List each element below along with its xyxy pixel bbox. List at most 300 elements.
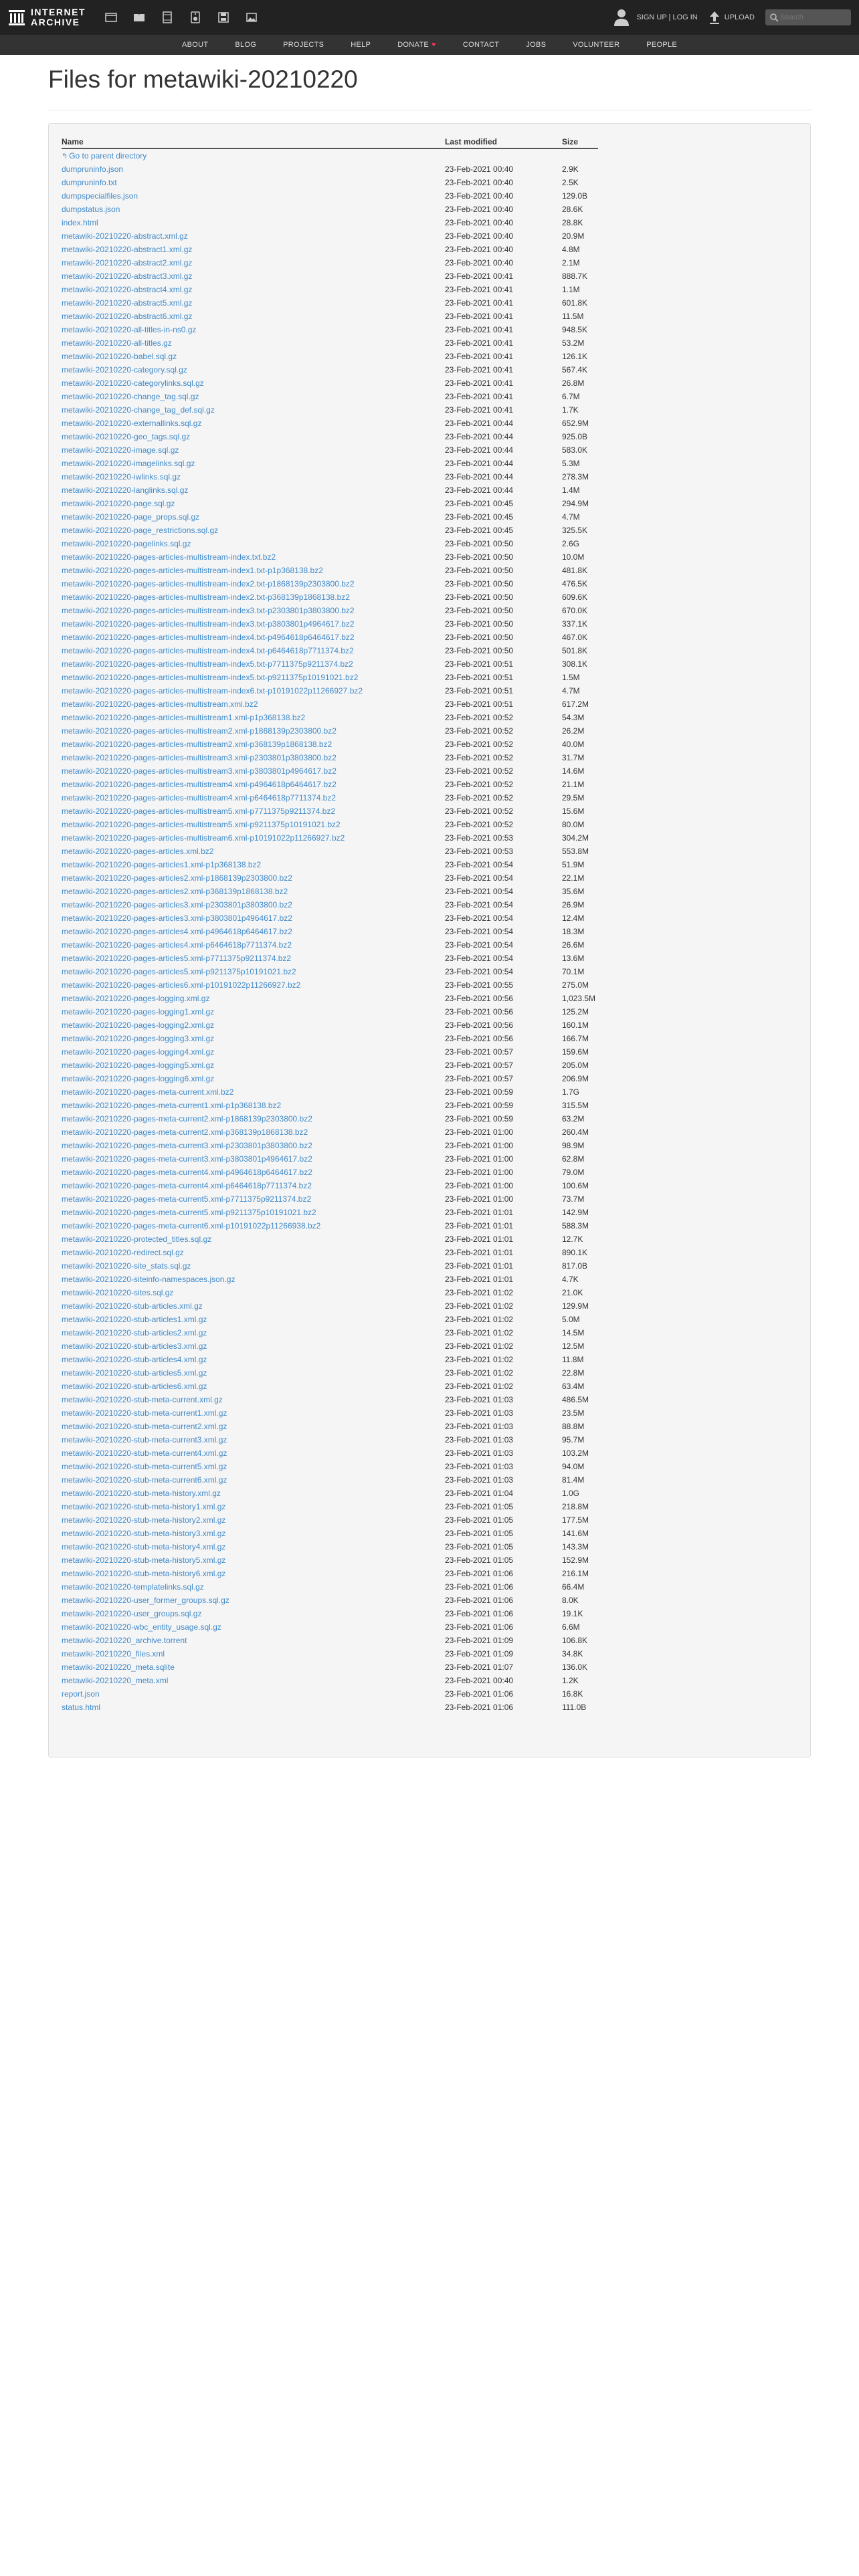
- file-name-cell: [62, 216, 445, 229]
- file-link[interactable]: metawiki-20210220-pages-articles-multistream3.xml-p2303801p3803800.bz2: [62, 753, 337, 762]
- file-link[interactable]: metawiki-20210220-pages-meta-current4.xml-p4964618p6464617.bz2: [62, 1168, 312, 1177]
- file-last-modified: 23-Feb-2021 00:40: [445, 1676, 514, 1685]
- file-last-modified: 23-Feb-2021 00:41: [445, 379, 514, 388]
- file-link[interactable]: metawiki-20210220-babel.sql.gz: [62, 352, 177, 361]
- file-link[interactable]: metawiki-20210220-pages-articles-multistream-index4.txt-p4964618p6464617.bz2: [62, 633, 355, 642]
- file-name-cell: [62, 1246, 445, 1259]
- file-link[interactable]: metawiki-20210220-pagelinks.sql.gz: [62, 539, 191, 548]
- auth-separator: |: [666, 13, 673, 21]
- table-row: [62, 1687, 598, 1701]
- file-link[interactable]: metawiki-20210220-abstract1.xml.gz: [62, 245, 193, 254]
- file-link[interactable]: metawiki-20210220-pages-logging4.xml.gz: [62, 1047, 215, 1057]
- table-row: [62, 604, 598, 617]
- file-link[interactable]: metawiki-20210220-pages-articles2.xml-p1868139p2303800.bz2: [62, 873, 292, 883]
- file-link[interactable]: metawiki-20210220-externallinks.sql.gz: [62, 419, 202, 428]
- file-name-cell: [62, 336, 445, 350]
- file-link[interactable]: metawiki-20210220-pages-articles.xml.bz2: [62, 847, 214, 856]
- file-last-modified: 23-Feb-2021 01:00: [445, 1128, 514, 1137]
- file-link[interactable]: metawiki-20210220-pages-articles-multistream-index3.txt-p2303801p3803800.bz2: [62, 606, 355, 615]
- table-row: [62, 1660, 598, 1674]
- nav-about[interactable]: ABOUT: [181, 41, 209, 49]
- table-row: [62, 885, 598, 898]
- file-link[interactable]: metawiki-20210220-change_tag_def.sql.gz: [62, 405, 215, 415]
- column-header-name[interactable]: Name: [62, 136, 445, 148]
- file-name-cell: [62, 818, 445, 831]
- file-name-cell: [62, 310, 445, 323]
- logo-line-2: ARCHIVE: [31, 17, 80, 27]
- images-icon[interactable]: [245, 11, 258, 24]
- file-name-cell: [62, 1152, 445, 1166]
- table-row: [62, 1099, 598, 1112]
- file-link[interactable]: metawiki-20210220-pages-meta-current4.xml-p6464618p7711374.bz2: [62, 1181, 312, 1190]
- file-last-modified: 23-Feb-2021 01:05: [445, 1502, 514, 1511]
- file-size: 337.1K: [562, 619, 588, 629]
- file-link[interactable]: metawiki-20210220-pages-logging5.xml.gz: [62, 1061, 215, 1070]
- file-size: 6.7M: [562, 392, 580, 401]
- file-link[interactable]: metawiki-20210220-stub-meta-history6.xml.gz: [62, 1569, 226, 1578]
- file-link[interactable]: metawiki-20210220-sites.sql.gz: [62, 1288, 174, 1297]
- file-last-modified: 23-Feb-2021 00:40: [445, 205, 514, 214]
- file-last-modified: 23-Feb-2021 00:41: [445, 272, 514, 281]
- file-name-cell: [62, 831, 445, 845]
- table-row: [62, 457, 598, 470]
- file-last-modified: 23-Feb-2021 00:44: [445, 419, 514, 428]
- file-size: 19.1K: [562, 1609, 583, 1618]
- file-link[interactable]: metawiki-20210220-redirect.sql.gz: [62, 1248, 184, 1257]
- file-link[interactable]: metawiki-20210220-pages-articles-multistream-index.txt.bz2: [62, 552, 276, 562]
- file-link[interactable]: status.html: [62, 1703, 101, 1712]
- file-size: 141.6M: [562, 1529, 589, 1538]
- upload-button[interactable]: [708, 10, 755, 25]
- nav-donate[interactable]: [397, 41, 436, 49]
- file-link[interactable]: metawiki-20210220-pages-articles4.xml-p6464618p7711374.bz2: [62, 940, 292, 950]
- table-row: [62, 1286, 598, 1299]
- file-name-cell: [62, 617, 445, 631]
- file-last-modified: 23-Feb-2021 00:54: [445, 927, 514, 936]
- site-logo[interactable]: [8, 7, 86, 27]
- file-link[interactable]: metawiki-20210220-all-titles.gz: [62, 338, 172, 348]
- file-link[interactable]: metawiki-20210220-site_stats.sql.gz: [62, 1261, 191, 1271]
- file-link[interactable]: metawiki-20210220-stub-articles3.xml.gz: [62, 1341, 207, 1351]
- file-last-modified: 23-Feb-2021 01:00: [445, 1141, 514, 1150]
- nav-projects[interactable]: PROJECTS: [283, 41, 324, 49]
- file-listing-panel: [48, 123, 811, 1757]
- file-last-modified: 23-Feb-2021 00:54: [445, 900, 514, 909]
- file-link[interactable]: metawiki-20210220-change_tag.sql.gz: [62, 392, 199, 401]
- file-link[interactable]: metawiki-20210220-categorylinks.sql.gz: [62, 379, 204, 388]
- file-link[interactable]: metawiki-20210220-pages-articles-multistream3.xml-p3803801p4964617.bz2: [62, 766, 337, 776]
- table-row: [62, 1380, 598, 1393]
- file-link[interactable]: metawiki-20210220-stub-articles5.xml.gz: [62, 1368, 207, 1378]
- table-row: [62, 1580, 598, 1594]
- file-last-modified: 23-Feb-2021 00:50: [445, 619, 514, 629]
- table-row: [62, 697, 598, 711]
- file-link[interactable]: metawiki-20210220-pages-articles-multistream-index2.txt-p368139p1868138.bz2: [62, 593, 350, 602]
- file-last-modified: 23-Feb-2021 00:45: [445, 512, 514, 522]
- file-size: 12.5M: [562, 1341, 585, 1351]
- file-name-cell: [62, 1687, 445, 1701]
- file-name-cell: [62, 1179, 445, 1192]
- file-last-modified: 23-Feb-2021 00:50: [445, 566, 514, 575]
- file-size: 28.8K: [562, 218, 583, 227]
- file-link[interactable]: metawiki-20210220-page_restrictions.sql.gz: [62, 526, 219, 535]
- file-size: 129.9M: [562, 1301, 589, 1311]
- table-row: [62, 1072, 598, 1085]
- file-link[interactable]: dumpruninfo.txt: [62, 178, 117, 187]
- software-icon[interactable]: [217, 11, 230, 24]
- file-last-modified: 23-Feb-2021 00:52: [445, 793, 514, 802]
- nav-volunteer[interactable]: VOLUNTEER: [573, 41, 620, 49]
- file-last-modified: 23-Feb-2021 00:41: [445, 405, 514, 415]
- file-size: 218.8M: [562, 1502, 589, 1511]
- file-last-modified: 23-Feb-2021 01:01: [445, 1221, 514, 1230]
- file-last-modified: 23-Feb-2021 01:00: [445, 1154, 514, 1164]
- file-size: 1.7K: [562, 405, 579, 415]
- file-name-cell: [62, 457, 445, 470]
- file-link[interactable]: metawiki-20210220-langlinks.sql.gz: [62, 486, 189, 495]
- file-link[interactable]: metawiki-20210220-stub-meta-current5.xml.gz: [62, 1462, 227, 1471]
- file-last-modified: 23-Feb-2021 00:51: [445, 700, 514, 709]
- login-link[interactable]: LOG IN: [672, 13, 698, 21]
- file-link[interactable]: metawiki-20210220-stub-meta-current6.xml.gz: [62, 1475, 227, 1485]
- nav-help[interactable]: HELP: [351, 41, 371, 49]
- file-link[interactable]: metawiki-20210220-stub-meta-history2.xml.gz: [62, 1515, 226, 1525]
- file-link[interactable]: metawiki-20210220-pages-articles-multistream-index2.txt-p1868139p2303800.bz2: [62, 579, 355, 588]
- file-link[interactable]: metawiki-20210220-stub-articles4.xml.gz: [62, 1355, 207, 1364]
- file-link[interactable]: metawiki-20210220-page_props.sql.gz: [62, 512, 200, 522]
- file-last-modified: 23-Feb-2021 00:44: [445, 445, 514, 455]
- file-last-modified: 23-Feb-2021 01:02: [445, 1328, 514, 1337]
- table-row: [62, 577, 598, 591]
- file-link[interactable]: metawiki-20210220-pages-articles-multistream4.xml-p4964618p6464617.bz2: [62, 780, 337, 789]
- file-link[interactable]: metawiki-20210220-iwlinks.sql.gz: [62, 472, 181, 481]
- file-link[interactable]: metawiki-20210220-stub-meta-history4.xml.gz: [62, 1542, 226, 1551]
- file-name-cell: [62, 1513, 445, 1527]
- file-last-modified: 23-Feb-2021 00:41: [445, 325, 514, 334]
- file-link[interactable]: metawiki-20210220-stub-meta-history.xml.gz: [62, 1489, 221, 1498]
- table-row: [62, 778, 598, 791]
- file-name-cell: [62, 564, 445, 577]
- file-size: 925.0B: [562, 432, 588, 441]
- file-link[interactable]: metawiki-20210220-pages-articles-multistream2.xml-p368139p1868138.bz2: [62, 740, 332, 749]
- file-size: 4.7M: [562, 512, 580, 522]
- nav-contact[interactable]: CONTACT: [462, 41, 500, 49]
- table-row: [62, 323, 598, 336]
- file-size: 205.0M: [562, 1061, 589, 1070]
- file-link[interactable]: metawiki-20210220-all-titles-in-ns0.gz: [62, 325, 197, 334]
- parent-directory-row: [62, 148, 598, 163]
- file-name-cell: [62, 1018, 445, 1032]
- file-size: 609.6K: [562, 593, 588, 602]
- file-size: 481.8K: [562, 566, 588, 575]
- file-link[interactable]: metawiki-20210220-stub-meta-current4.xml.gz: [62, 1448, 227, 1458]
- file-last-modified: 23-Feb-2021 01:01: [445, 1208, 514, 1217]
- file-link[interactable]: metawiki-20210220-stub-meta-current2.xml.gz: [62, 1422, 227, 1431]
- file-link[interactable]: metawiki-20210220-pages-articles3.xml-p3803801p4964617.bz2: [62, 914, 292, 923]
- table-row: [62, 1553, 598, 1567]
- file-size: 111.0B: [562, 1703, 587, 1712]
- file-link[interactable]: metawiki-20210220-stub-meta-history3.xml.gz: [62, 1529, 226, 1538]
- file-name-cell: [62, 644, 445, 657]
- nav-people[interactable]: PEOPLE: [646, 41, 678, 49]
- file-link[interactable]: metawiki-20210220-pages-articles-multistream-index6.txt-p10191022p11266927.bz2: [62, 686, 363, 695]
- file-last-modified: 23-Feb-2021 00:41: [445, 298, 514, 308]
- file-last-modified: 23-Feb-2021 01:00: [445, 1194, 514, 1204]
- file-link[interactable]: metawiki-20210220-pages-meta-current3.xml-p3803801p4964617.bz2: [62, 1154, 312, 1164]
- file-name-cell: [62, 1299, 445, 1313]
- file-link[interactable]: metawiki-20210220-pages-articles-multistream1.xml-p1p368138.bz2: [62, 713, 306, 722]
- column-header-last-modified[interactable]: Last modified: [445, 136, 562, 148]
- file-link[interactable]: metawiki-20210220-pages-meta-current1.xml-p1p368138.bz2: [62, 1101, 282, 1110]
- nav-jobs[interactable]: JOBS: [526, 41, 547, 49]
- file-size: 8.0K: [562, 1596, 579, 1605]
- file-last-modified: 23-Feb-2021 00:41: [445, 365, 514, 374]
- file-size: 21.0K: [562, 1288, 583, 1297]
- table-row: [62, 1567, 598, 1580]
- file-size: 1.5M: [562, 673, 580, 682]
- file-size: 583.0K: [562, 445, 588, 455]
- file-last-modified: 23-Feb-2021 01:09: [445, 1649, 514, 1658]
- file-last-modified: 23-Feb-2021 01:01: [445, 1275, 514, 1284]
- user-avatar-icon[interactable]: [612, 7, 631, 27]
- file-link[interactable]: metawiki-20210220-pages-articles-multistream-index3.txt-p3803801p4964617.bz2: [62, 619, 355, 629]
- table-row: [62, 1045, 598, 1059]
- file-link[interactable]: metawiki-20210220-pages-logging1.xml.gz: [62, 1007, 215, 1016]
- file-link[interactable]: metawiki-20210220-siteinfo-namespaces.json.gz: [62, 1275, 235, 1284]
- file-link[interactable]: metawiki-20210220_meta.xml: [62, 1676, 169, 1685]
- file-size: 486.5M: [562, 1395, 589, 1404]
- file-link[interactable]: metawiki-20210220-pages-articles-multistream-index1.txt-p1p368138.bz2: [62, 566, 323, 575]
- table-row: [62, 684, 598, 697]
- file-link[interactable]: metawiki-20210220_archive.torrent: [62, 1636, 187, 1645]
- file-name-cell: [62, 470, 445, 484]
- table-row: [62, 216, 598, 229]
- file-link[interactable]: metawiki-20210220-stub-articles.xml.gz: [62, 1301, 203, 1311]
- file-last-modified: 23-Feb-2021 00:44: [445, 486, 514, 495]
- file-link[interactable]: metawiki-20210220-category.sql.gz: [62, 365, 187, 374]
- file-size: 467.0K: [562, 633, 588, 642]
- file-link[interactable]: metawiki-20210220-pages-articles5.xml-p9211375p10191021.bz2: [62, 967, 296, 976]
- file-link[interactable]: metawiki-20210220-stub-articles2.xml.gz: [62, 1328, 207, 1337]
- table-row: [62, 1166, 598, 1179]
- file-name-cell: [62, 657, 445, 671]
- file-name-cell: [62, 751, 445, 764]
- column-header-size[interactable]: Size: [562, 136, 598, 148]
- file-link[interactable]: metawiki-20210220-imagelinks.sql.gz: [62, 459, 195, 468]
- file-link[interactable]: metawiki-20210220-pages-meta-current2.xml-p1868139p2303800.bz2: [62, 1114, 312, 1123]
- file-link[interactable]: metawiki-20210220-stub-meta-current.xml.gz: [62, 1395, 223, 1404]
- file-link[interactable]: metawiki-20210220-abstract5.xml.gz: [62, 298, 193, 308]
- file-link[interactable]: metawiki-20210220-stub-meta-current3.xml.gz: [62, 1435, 227, 1444]
- file-size: 20.9M: [562, 231, 585, 241]
- file-link[interactable]: metawiki-20210220-pages-logging.xml.gz: [62, 994, 210, 1003]
- file-name-cell: [62, 871, 445, 885]
- file-last-modified: 23-Feb-2021 01:01: [445, 1235, 514, 1244]
- file-link[interactable]: metawiki-20210220-stub-meta-history5.xml.gz: [62, 1555, 226, 1565]
- parent-directory-link[interactable]: [62, 151, 147, 160]
- file-link[interactable]: metawiki-20210220-pages-logging2.xml.gz: [62, 1021, 215, 1030]
- table-row: [62, 831, 598, 845]
- file-link[interactable]: report.json: [62, 1689, 100, 1699]
- table-row: [62, 1473, 598, 1487]
- file-link[interactable]: metawiki-20210220-pages-meta-current5.xml-p7711375p9211374.bz2: [62, 1194, 312, 1204]
- file-name-cell: [62, 1647, 445, 1660]
- table-row: [62, 1179, 598, 1192]
- file-name-cell: [62, 591, 445, 604]
- file-link[interactable]: metawiki-20210220-pages-articles-multistream4.xml-p6464618p7711374.bz2: [62, 793, 337, 802]
- file-link[interactable]: metawiki-20210220-pages-articles1.xml-p1p368138.bz2: [62, 860, 262, 869]
- file-name-cell: [62, 484, 445, 497]
- texts-icon[interactable]: [132, 11, 146, 24]
- file-link[interactable]: metawiki-20210220-page.sql.gz: [62, 499, 175, 508]
- file-size: 553.8M: [562, 847, 589, 856]
- table-row: [62, 992, 598, 1005]
- search-input[interactable]: [779, 13, 842, 22]
- file-size: 136.0K: [562, 1662, 588, 1672]
- file-name-cell: [62, 417, 445, 430]
- file-link[interactable]: metawiki-20210220-pages-articles-multistream6.xml-p10191022p11266927.bz2: [62, 833, 345, 843]
- table-row: [62, 751, 598, 764]
- file-last-modified: 23-Feb-2021 01:09: [445, 1636, 514, 1645]
- file-link[interactable]: metawiki-20210220-geo_tags.sql.gz: [62, 432, 191, 441]
- table-row: [62, 550, 598, 564]
- file-link[interactable]: metawiki-20210220-pages-articles-multistream-index5.txt-p7711375p9211374.bz2: [62, 659, 353, 669]
- file-link[interactable]: metawiki-20210220-pages-articles3.xml-p2303801p3803800.bz2: [62, 900, 292, 909]
- file-link[interactable]: metawiki-20210220-protected_titles.sql.gz: [62, 1235, 212, 1244]
- web-icon[interactable]: [104, 11, 118, 24]
- file-name-cell: [62, 1326, 445, 1339]
- file-size: 103.2M: [562, 1448, 589, 1458]
- file-link[interactable]: metawiki-20210220-pages-logging6.xml.gz: [62, 1074, 215, 1083]
- table-row: [62, 1701, 598, 1714]
- file-last-modified: 23-Feb-2021 00:41: [445, 338, 514, 348]
- file-link[interactable]: metawiki-20210220-pages-articles-multistream-index4.txt-p6464618p7711374.bz2: [62, 646, 354, 655]
- file-name-cell: [62, 510, 445, 524]
- file-name-cell: [62, 203, 445, 216]
- file-link[interactable]: metawiki-20210220-stub-meta-history1.xml.gz: [62, 1502, 226, 1511]
- file-link[interactable]: metawiki-20210220-abstract.xml.gz: [62, 231, 188, 241]
- table-row: [62, 965, 598, 978]
- file-size: 13.6M: [562, 954, 585, 963]
- file-size: 54.3M: [562, 713, 585, 722]
- file-link[interactable]: metawiki-20210220-pages-meta-current6.xml-p10191022p11266938.bz2: [62, 1221, 321, 1230]
- file-link[interactable]: metawiki-20210220-image.sql.gz: [62, 445, 179, 455]
- file-link[interactable]: metawiki-20210220-pages-articles-multistream5.xml-p9211375p10191021.bz2: [62, 820, 341, 829]
- file-name-cell: [62, 925, 445, 938]
- file-size: 81.4M: [562, 1475, 585, 1485]
- file-last-modified: 23-Feb-2021 01:01: [445, 1248, 514, 1257]
- file-link[interactable]: metawiki-20210220-user_groups.sql.gz: [62, 1609, 202, 1618]
- file-link[interactable]: metawiki-20210220-abstract3.xml.gz: [62, 272, 193, 281]
- file-link[interactable]: metawiki-20210220-pages-meta-current5.xml-p9211375p10191021.bz2: [62, 1208, 316, 1217]
- table-row: [62, 1152, 598, 1166]
- file-link[interactable]: metawiki-20210220-pages-articles-multistream5.xml-p7711375p9211374.bz2: [62, 807, 336, 816]
- video-icon[interactable]: [161, 11, 174, 24]
- file-link[interactable]: metawiki-20210220-pages-articles4.xml-p4964618p6464617.bz2: [62, 927, 292, 936]
- file-last-modified: 23-Feb-2021 00:59: [445, 1087, 514, 1097]
- file-size: 177.5M: [562, 1515, 589, 1525]
- file-link[interactable]: dumpruninfo.json: [62, 165, 124, 174]
- table-row: [62, 591, 598, 604]
- file-name-cell: [62, 764, 445, 778]
- signup-link[interactable]: SIGN UP: [636, 13, 667, 21]
- nav-blog[interactable]: BLOG: [235, 41, 257, 49]
- file-last-modified: 23-Feb-2021 00:52: [445, 740, 514, 749]
- file-link[interactable]: metawiki-20210220-pages-logging3.xml.gz: [62, 1034, 215, 1043]
- file-size: 22.8M: [562, 1368, 585, 1378]
- upload-label: UPLOAD: [724, 13, 755, 21]
- file-link[interactable]: dumpspecialfiles.json: [62, 191, 138, 201]
- file-link[interactable]: metawiki-20210220-pages-articles5.xml-p7711375p9211374.bz2: [62, 954, 292, 963]
- file-link[interactable]: metawiki-20210220-pages-articles-multistream.xml.bz2: [62, 700, 258, 709]
- file-size: 152.9M: [562, 1555, 589, 1565]
- file-link[interactable]: metawiki-20210220-pages-meta-current2.xml-p368139p1868138.bz2: [62, 1128, 308, 1137]
- file-link[interactable]: metawiki-20210220-abstract4.xml.gz: [62, 285, 193, 294]
- file-name-cell: [62, 1273, 445, 1286]
- file-last-modified: 23-Feb-2021 01:01: [445, 1261, 514, 1271]
- file-link[interactable]: metawiki-20210220-pages-meta-current3.xml-p2303801p3803800.bz2: [62, 1141, 312, 1150]
- file-last-modified: 23-Feb-2021 00:53: [445, 847, 514, 856]
- table-row: [62, 256, 598, 270]
- file-size: 652.9M: [562, 419, 589, 428]
- file-last-modified: 23-Feb-2021 00:40: [445, 245, 514, 254]
- file-last-modified: 23-Feb-2021 01:03: [445, 1408, 514, 1418]
- file-last-modified: 23-Feb-2021 00:52: [445, 807, 514, 816]
- file-link[interactable]: metawiki-20210220_meta.sqlite: [62, 1662, 175, 1672]
- file-last-modified: 23-Feb-2021 01:06: [445, 1596, 514, 1605]
- auth-links: [636, 13, 697, 21]
- file-link[interactable]: metawiki-20210220-user_former_groups.sql.gz: [62, 1596, 229, 1605]
- file-size: 304.2M: [562, 833, 589, 843]
- table-row: [62, 1393, 598, 1406]
- file-link[interactable]: metawiki-20210220_files.xml: [62, 1649, 165, 1658]
- file-link[interactable]: metawiki-20210220-pages-articles2.xml-p368139p1868138.bz2: [62, 887, 288, 896]
- file-table: [62, 136, 598, 1714]
- file-link[interactable]: metawiki-20210220-abstract6.xml.gz: [62, 312, 193, 321]
- file-last-modified: 23-Feb-2021 00:52: [445, 726, 514, 736]
- file-link[interactable]: metawiki-20210220-pages-articles6.xml-p10191022p11266927.bz2: [62, 980, 301, 990]
- file-last-modified: 23-Feb-2021 01:05: [445, 1555, 514, 1565]
- file-link[interactable]: dumpstatus.json: [62, 205, 120, 214]
- file-size: 14.5M: [562, 1328, 585, 1337]
- file-last-modified: 23-Feb-2021 00:54: [445, 940, 514, 950]
- file-size: 476.5K: [562, 579, 588, 588]
- file-name-cell: [62, 1366, 445, 1380]
- file-link[interactable]: metawiki-20210220-pages-meta-current.xml.bz2: [62, 1087, 234, 1097]
- file-last-modified: 23-Feb-2021 00:57: [445, 1061, 514, 1070]
- file-last-modified: 23-Feb-2021 01:00: [445, 1181, 514, 1190]
- audio-icon[interactable]: [189, 11, 202, 24]
- table-row: [62, 818, 598, 831]
- table-row: [62, 390, 598, 403]
- file-size: 890.1K: [562, 1248, 588, 1257]
- file-last-modified: 23-Feb-2021 01:07: [445, 1662, 514, 1672]
- heart-icon: ♥: [432, 41, 436, 49]
- file-size: 948.5K: [562, 325, 588, 334]
- file-link[interactable]: metawiki-20210220-pages-articles-multistream-index5.txt-p9211375p10191021.bz2: [62, 673, 359, 682]
- file-link[interactable]: metawiki-20210220-stub-articles6.xml.gz: [62, 1382, 207, 1391]
- file-link[interactable]: metawiki-20210220-abstract2.xml.gz: [62, 258, 193, 267]
- file-name-cell: [62, 323, 445, 336]
- file-link[interactable]: metawiki-20210220-templatelinks.sql.gz: [62, 1582, 204, 1592]
- file-link[interactable]: metawiki-20210220-stub-articles1.xml.gz: [62, 1315, 207, 1324]
- file-name-cell: [62, 978, 445, 992]
- file-link[interactable]: index.html: [62, 218, 98, 227]
- file-link[interactable]: metawiki-20210220-wbc_entity_usage.sql.gz: [62, 1622, 221, 1632]
- file-size: 2.6G: [562, 539, 580, 548]
- file-link[interactable]: metawiki-20210220-pages-articles-multistream2.xml-p1868139p2303800.bz2: [62, 726, 337, 736]
- file-link[interactable]: metawiki-20210220-stub-meta-current1.xml.gz: [62, 1408, 227, 1418]
